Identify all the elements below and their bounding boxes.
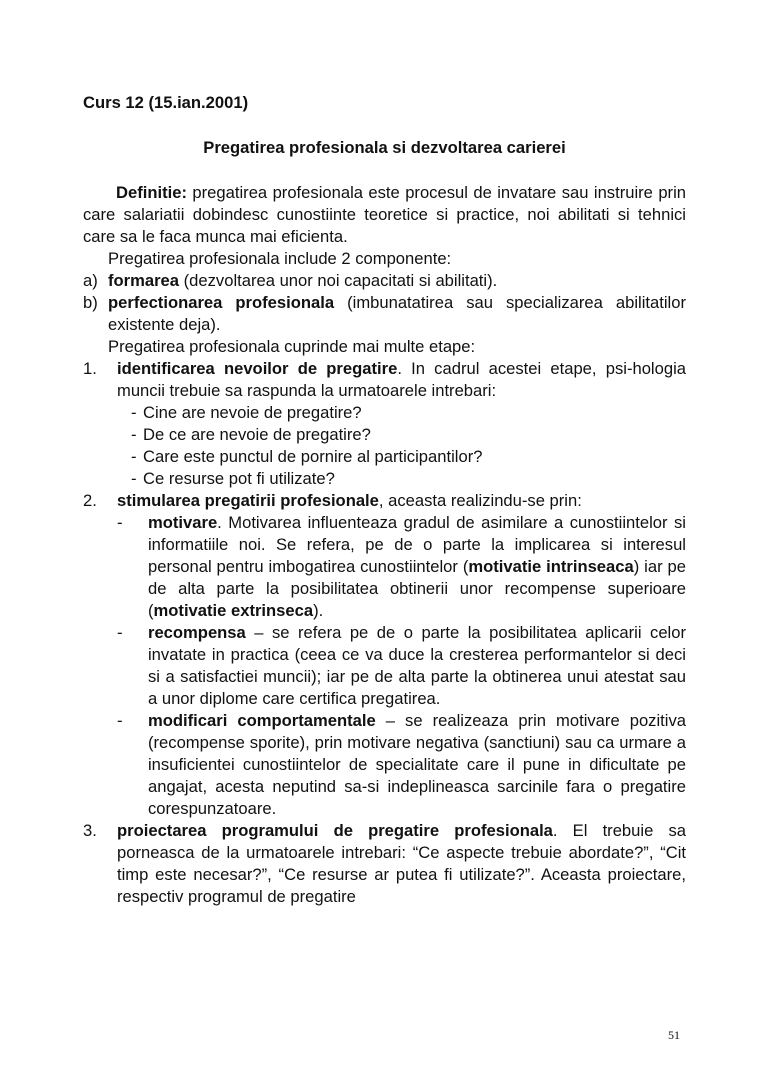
- component-term: perfectionarea profesionala: [108, 293, 335, 312]
- list-item: [83, 292, 686, 336]
- stimulation-list: [83, 512, 686, 820]
- stage-item: [83, 490, 686, 512]
- stage-item: [83, 358, 686, 402]
- definition-text: pregatirea profesionala este procesul de invatare sau instruire prin care salariatii dobindesc cunostiinte teoretice si practice, noi abilitati si tehnici care sa le faca munca mai eficienta.: [83, 183, 686, 246]
- definition-paragraph: [83, 182, 686, 248]
- question-list: [83, 402, 686, 490]
- component-text: (dezvoltarea unor noi capacitati si abilitati).: [179, 271, 498, 290]
- page-number: 51: [668, 1028, 680, 1042]
- sub-item: - motivare. Motivarea influenteaza gradul de asimilare a cunostiintelor si informatiile noi. Se refera, pe de o parte la implicarea si interesul personal pentru imbogatirea cunostiintelor (motivatie intrinseaca) iar pe de alta parte la posibilitatea obtinerii unor recompense superioare (motivatie extrinseca).: [117, 513, 686, 620]
- page-title: Pregatirea profesionala si dezvoltarea carierei: [203, 138, 566, 157]
- component-term: formarea: [108, 271, 180, 290]
- list-marker: a): [83, 271, 98, 290]
- components-intro: Pregatirea profesionala include 2 componente:: [108, 249, 452, 268]
- stages-intro: Pregatirea profesionala cuprinde mai multe etape:: [108, 337, 476, 356]
- course-heading: Curs 12 (15.ian.2001): [83, 93, 249, 112]
- stage-number: 1.: [83, 359, 97, 378]
- sub-item: - recompensa – se refera pe de o parte la posibilitatea aplicarii celor invatate in practica (ceea ce va duce la cresterea performantelor si deci si a satisfactiei muncii); iar pe de alta parte la obtinerea unui atestat sau a unor diplome care certifica pregatirea.: [117, 623, 686, 708]
- question-item: - Cine are nevoie de pregatire?: [131, 403, 362, 422]
- component-text: (imbunatatirea sau specializarea abilitatilor existente deja).: [108, 293, 686, 334]
- stage-text: , aceasta realizindu-se prin:: [378, 491, 582, 510]
- list-marker: b): [83, 293, 98, 312]
- stage-text: . El trebuie sa porneasca de la urmatoarele intrebari: “Ce aspecte trebuie abordate?”, “Cit timp este necesar?”, “Ce resurse ar putea fi utilizate?”. Aceasta proiectare, respectiv programul de pregatire: [117, 821, 686, 906]
- question-item: - Ce resurse pot fi utilizate?: [131, 469, 335, 488]
- stage-title: stimularea pregatirii profesionale: [117, 491, 379, 510]
- stage-item: [83, 820, 686, 908]
- stage-text: . In cadrul acestei etape, psi-hologia muncii trebuie sa raspunda la urmatoarele intrebari:: [117, 359, 686, 400]
- stage-number: 3.: [83, 821, 97, 840]
- question-item: - De ce are nevoie de pregatire?: [131, 425, 371, 444]
- sub-item: - modificari comportamentale – se realizeaza prin motivare pozitiva (recompense sporite), prin motivare negativa (sanctiuni) sau ca urmare a insuficientei cunostiintelor de specialitate care il pune in dificultate pe angajat, acesta neputind sa-si indeplineasca sarcinile fara o pregatire corespunzatoare.: [117, 711, 686, 818]
- stage-title: proiectarea programului de pregatire profesionala: [117, 821, 553, 840]
- list-item: [83, 270, 686, 292]
- definition-term: Definitie:: [116, 183, 187, 202]
- document-page: [83, 92, 686, 908]
- question-item: - Care este punctul de pornire al participantilor?: [131, 447, 483, 466]
- stage-title: identificarea nevoilor de pregatire: [117, 359, 398, 378]
- stage-number: 2.: [83, 491, 97, 510]
